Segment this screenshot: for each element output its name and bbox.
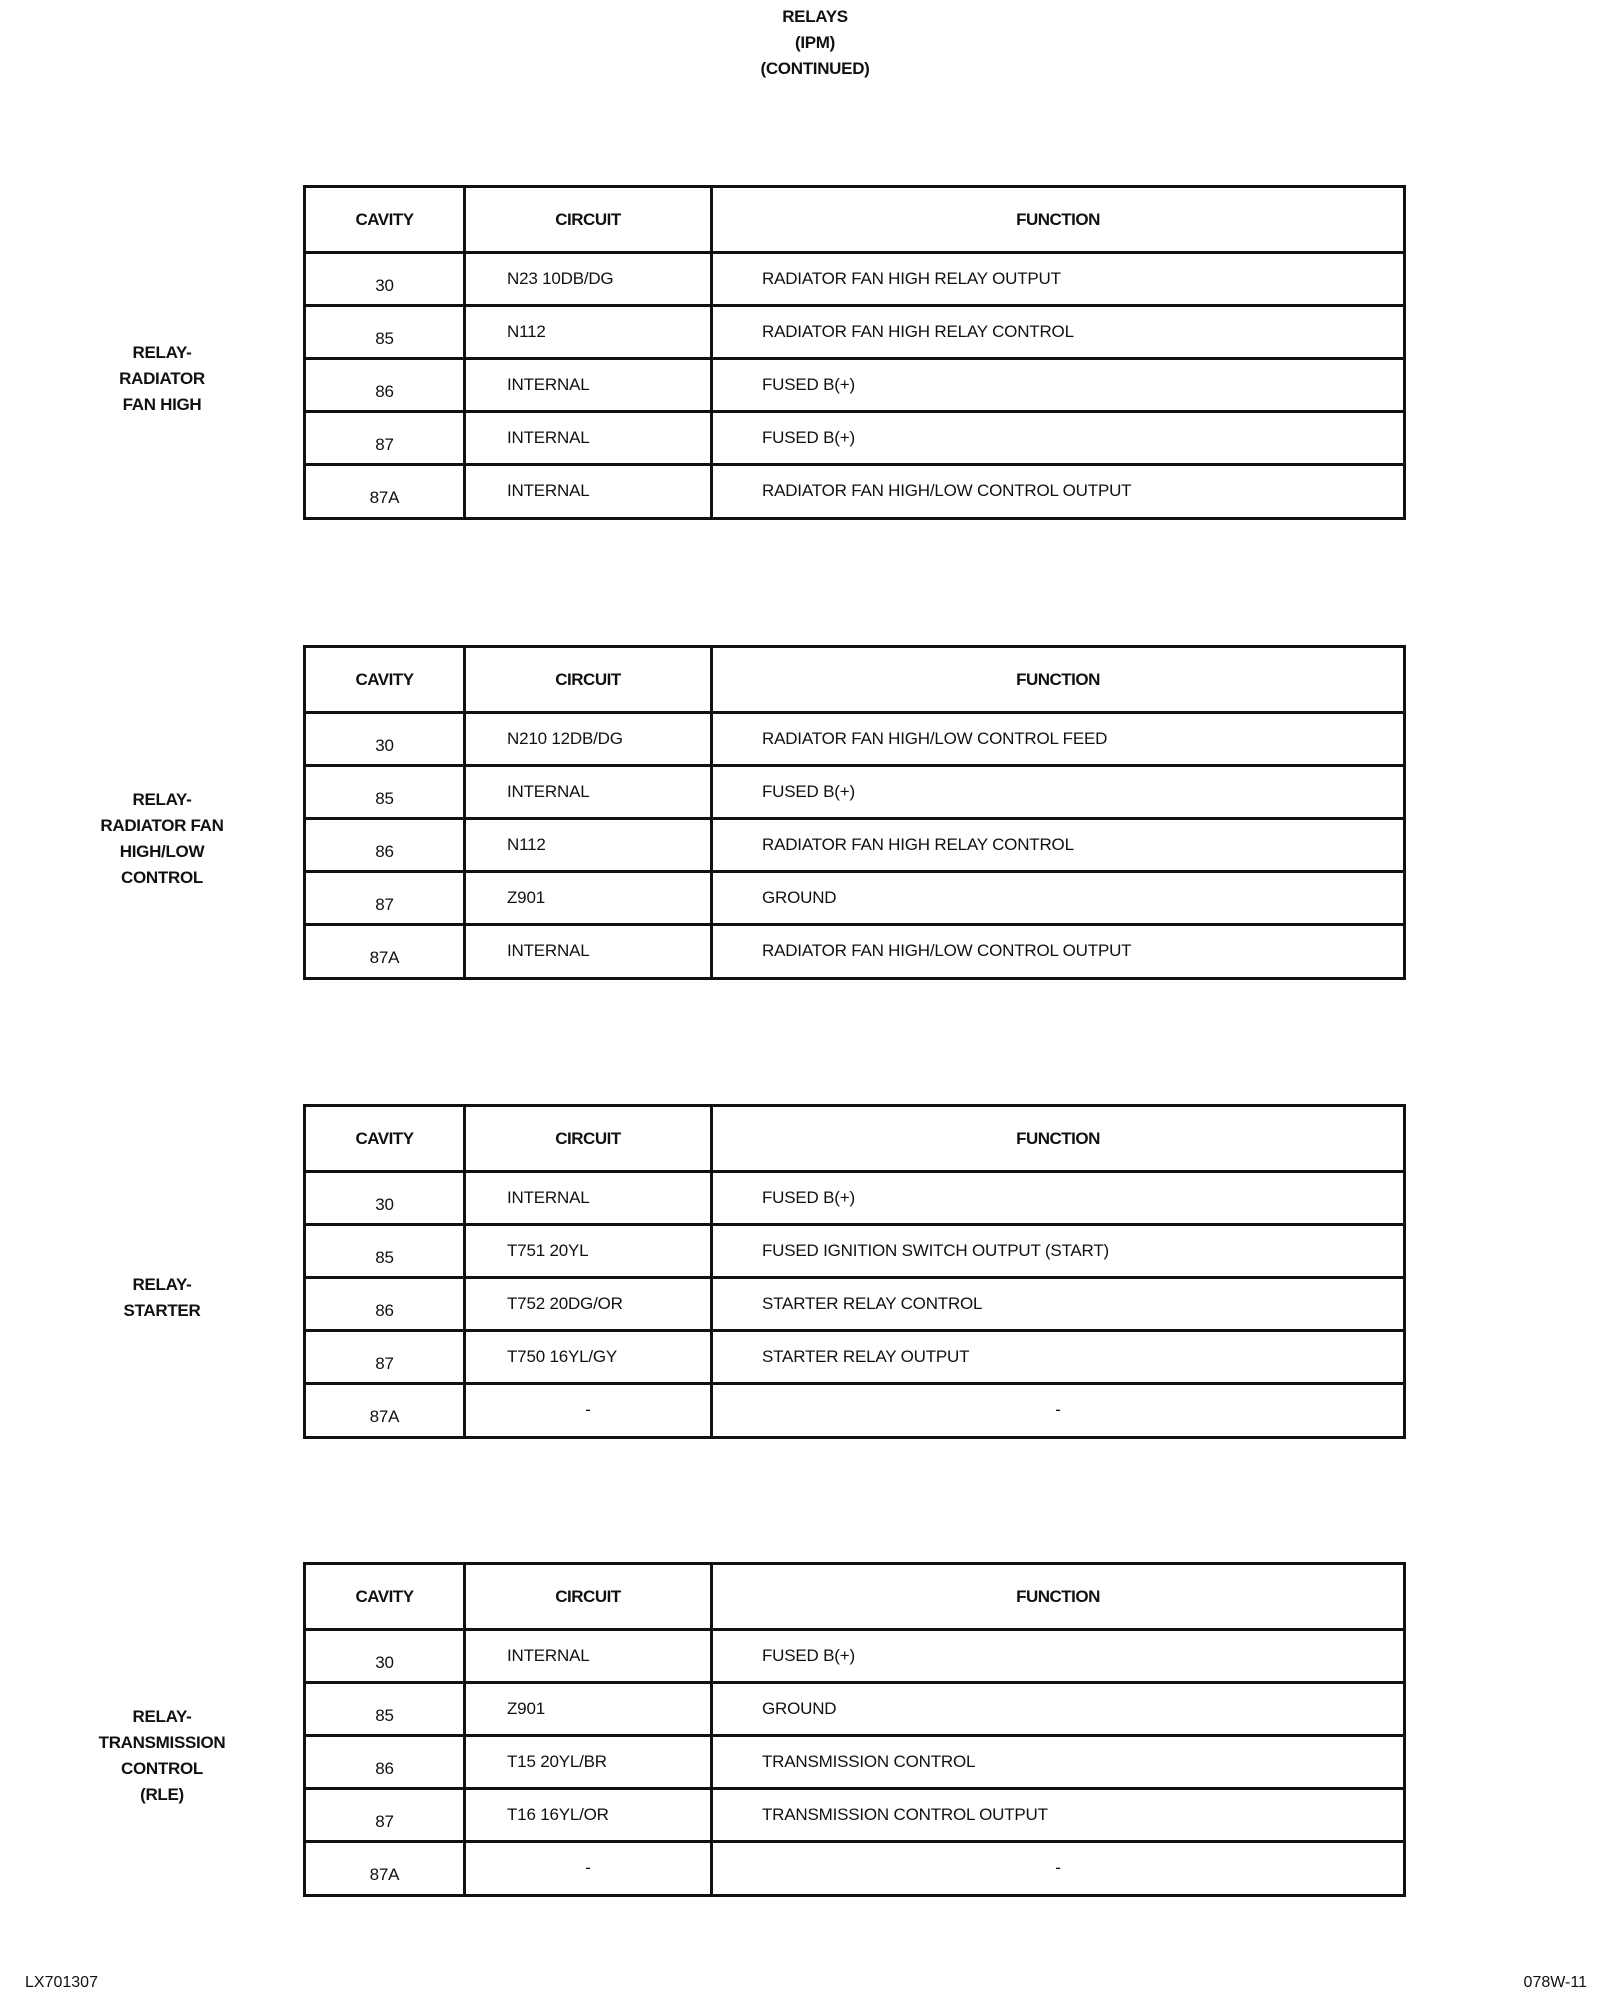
relay-name-line: CONTROL — [121, 868, 203, 887]
circuit-value: T15 20YL/BR — [507, 1752, 607, 1771]
cavity-cell — [306, 1684, 466, 1734]
circuit-value: T752 20DG/OR — [507, 1294, 623, 1313]
relay-section — [0, 1562, 1600, 1902]
function-cell — [713, 1843, 1403, 1894]
function-cell — [713, 1684, 1403, 1734]
function-value: GROUND — [762, 888, 837, 907]
cavity-value: 85 — [375, 329, 394, 348]
function-cell — [713, 1631, 1403, 1681]
cavity-value: 86 — [375, 382, 394, 401]
circuit-value: INTERNAL — [507, 375, 590, 394]
circuit-cell — [466, 873, 713, 923]
column-header-function: FUNCTION — [1016, 209, 1100, 229]
function-cell — [713, 1737, 1403, 1787]
cavity-cell — [306, 1173, 466, 1223]
relay-name — [82, 1272, 242, 1324]
table-row — [306, 873, 1403, 926]
figure-code: LX701307 — [25, 1974, 98, 1991]
cavity-value: 85 — [375, 1706, 394, 1725]
cavity-cell — [306, 307, 466, 357]
cavity-cell — [306, 1631, 466, 1681]
connector-table — [303, 1104, 1406, 1439]
circuit-value: T751 20YL — [507, 1241, 589, 1260]
function-cell — [713, 413, 1403, 463]
title-line-3: (CONTINUED) — [760, 59, 870, 78]
cavity-cell — [306, 1279, 466, 1329]
column-header-cavity: CAVITY — [306, 188, 466, 251]
table-row — [306, 767, 1403, 820]
table-row — [306, 254, 1403, 307]
table-row — [306, 1226, 1403, 1279]
circuit-value: INTERNAL — [507, 1188, 590, 1207]
circuit-cell — [466, 1684, 713, 1734]
cavity-value: 87A — [369, 948, 400, 967]
function-cell — [713, 254, 1403, 304]
function-value: - — [1055, 1400, 1061, 1419]
circuit-value: INTERNAL — [507, 1646, 590, 1665]
function-cell — [713, 1173, 1403, 1223]
function-value: FUSED IGNITION SWITCH OUTPUT (START) — [762, 1241, 1109, 1260]
cavity-cell — [306, 360, 466, 410]
connector-table — [303, 185, 1406, 520]
column-header-function: FUNCTION — [1016, 669, 1100, 689]
cavity-value: 87 — [375, 1812, 394, 1831]
function-value: FUSED B(+) — [762, 375, 855, 394]
table-row — [306, 1279, 1403, 1332]
function-value: RADIATOR FAN HIGH/LOW CONTROL OUTPUT — [762, 941, 1132, 960]
cavity-cell — [306, 926, 466, 977]
circuit-value: N23 10DB/DG — [507, 269, 614, 288]
table-row — [306, 714, 1403, 767]
circuit-cell — [466, 820, 713, 870]
relay-name-line: RADIATOR — [119, 369, 205, 388]
circuit-cell — [466, 767, 713, 817]
table-row — [306, 307, 1403, 360]
function-value: STARTER RELAY OUTPUT — [762, 1347, 970, 1366]
relay-name-line: RELAY- — [132, 1275, 192, 1294]
circuit-value: Z901 — [507, 888, 545, 907]
column-header-circuit: CIRCUIT — [466, 1107, 713, 1170]
function-value: - — [1055, 1858, 1061, 1877]
function-cell — [713, 1790, 1403, 1840]
cavity-cell — [306, 1843, 466, 1894]
relay-name-line: RADIATOR FAN — [100, 816, 224, 835]
circuit-value: N210 12DB/DG — [507, 729, 623, 748]
circuit-cell — [466, 307, 713, 357]
table-row — [306, 1843, 1403, 1894]
function-value: GROUND — [762, 1699, 837, 1718]
cavity-value: 86 — [375, 1759, 394, 1778]
table-row — [306, 926, 1403, 977]
function-value: FUSED B(+) — [762, 1646, 855, 1665]
cavity-value: 87A — [369, 1407, 400, 1426]
circuit-value: INTERNAL — [507, 782, 590, 801]
function-value: TRANSMISSION CONTROL — [762, 1752, 976, 1771]
circuit-value: T16 16YL/OR — [507, 1805, 609, 1824]
circuit-value: Z901 — [507, 1699, 545, 1718]
cavity-value: 30 — [375, 1195, 394, 1214]
relay-section — [0, 645, 1600, 985]
cavity-cell — [306, 767, 466, 817]
cavity-cell — [306, 873, 466, 923]
function-value: RADIATOR FAN HIGH RELAY OUTPUT — [762, 269, 1061, 288]
cavity-value: 87 — [375, 435, 394, 454]
table-row — [306, 413, 1403, 466]
function-cell — [713, 926, 1403, 977]
column-header-function: FUNCTION — [1016, 1586, 1100, 1606]
title-line-2: (IPM) — [794, 33, 836, 52]
column-header-circuit: CIRCUIT — [466, 1565, 713, 1628]
cavity-value: 87 — [375, 1354, 394, 1373]
relay-name — [82, 340, 242, 418]
function-value: STARTER RELAY CONTROL — [762, 1294, 983, 1313]
relay-name-line: STARTER — [123, 1301, 201, 1320]
circuit-cell — [466, 413, 713, 463]
table-row — [306, 820, 1403, 873]
cavity-value: 87A — [369, 1865, 400, 1884]
circuit-value: INTERNAL — [507, 428, 590, 447]
cavity-value: 30 — [375, 736, 394, 755]
relay-section — [0, 1104, 1600, 1444]
table-header-row — [306, 1565, 1403, 1631]
function-value: FUSED B(+) — [762, 428, 855, 447]
relay-name-line: CONTROL — [121, 1759, 203, 1778]
circuit-cell — [466, 1790, 713, 1840]
table-row — [306, 1332, 1403, 1385]
table-row — [306, 466, 1403, 517]
cavity-cell — [306, 1790, 466, 1840]
table-row — [306, 1790, 1403, 1843]
cavity-cell — [306, 1226, 466, 1276]
relay-name-line: RELAY- — [132, 343, 192, 362]
function-cell — [713, 466, 1403, 517]
table-row — [306, 1684, 1403, 1737]
cavity-cell — [306, 466, 466, 517]
circuit-cell — [466, 1843, 713, 1894]
cavity-value: 85 — [375, 789, 394, 808]
circuit-cell — [466, 926, 713, 977]
function-cell — [713, 714, 1403, 764]
cavity-value: 30 — [375, 1653, 394, 1672]
table-row — [306, 1385, 1403, 1436]
cavity-cell — [306, 714, 466, 764]
title-line-1: RELAYS — [782, 7, 848, 26]
circuit-value: - — [585, 1858, 591, 1877]
function-value: RADIATOR FAN HIGH RELAY CONTROL — [762, 322, 1074, 341]
relay-section — [0, 185, 1600, 525]
circuit-cell — [466, 714, 713, 764]
cavity-cell — [306, 254, 466, 304]
cavity-cell — [306, 413, 466, 463]
function-value: FUSED B(+) — [762, 1188, 855, 1207]
table-row — [306, 1631, 1403, 1684]
cavity-cell — [306, 1737, 466, 1787]
function-cell — [713, 1279, 1403, 1329]
circuit-cell — [466, 254, 713, 304]
circuit-cell — [466, 1737, 713, 1787]
relay-name — [82, 1704, 242, 1808]
relay-name-line: FAN HIGH — [122, 395, 202, 414]
page-title — [0, 4, 1600, 82]
function-value: RADIATOR FAN HIGH RELAY CONTROL — [762, 835, 1074, 854]
cavity-value: 85 — [375, 1248, 394, 1267]
function-cell — [713, 767, 1403, 817]
function-cell — [713, 307, 1403, 357]
column-header-function: FUNCTION — [1016, 1128, 1100, 1148]
table-row — [306, 360, 1403, 413]
function-cell — [713, 873, 1403, 923]
function-cell — [713, 820, 1403, 870]
connector-table — [303, 1562, 1406, 1897]
relay-name-line: (RLE) — [140, 1785, 184, 1804]
function-value: TRANSMISSION CONTROL OUTPUT — [762, 1805, 1048, 1824]
circuit-cell — [466, 1631, 713, 1681]
table-row — [306, 1173, 1403, 1226]
column-header-cavity: CAVITY — [306, 1565, 466, 1628]
relay-name-line: RELAY- — [132, 790, 192, 809]
relay-name — [82, 787, 242, 891]
cavity-value: 87A — [369, 488, 400, 507]
circuit-value: INTERNAL — [507, 481, 590, 500]
relay-name-line: TRANSMISSION — [98, 1733, 226, 1752]
connector-table — [303, 645, 1406, 980]
cavity-cell — [306, 1332, 466, 1382]
circuit-cell — [466, 466, 713, 517]
page-number: 078W-11 — [1523, 1974, 1587, 1991]
circuit-cell — [466, 1279, 713, 1329]
cavity-value: 86 — [375, 1301, 394, 1320]
circuit-value: N112 — [507, 835, 546, 854]
cavity-value: 30 — [375, 276, 394, 295]
column-header-circuit: CIRCUIT — [466, 648, 713, 711]
circuit-cell — [466, 1332, 713, 1382]
function-cell — [713, 1332, 1403, 1382]
function-cell — [713, 1385, 1403, 1436]
function-cell — [713, 360, 1403, 410]
circuit-value: - — [585, 1400, 591, 1419]
circuit-value: T750 16YL/GY — [507, 1347, 618, 1366]
relay-name-line: HIGH/LOW — [119, 842, 205, 861]
circuit-cell — [466, 1385, 713, 1436]
function-value: RADIATOR FAN HIGH/LOW CONTROL OUTPUT — [762, 481, 1132, 500]
function-value: FUSED B(+) — [762, 782, 855, 801]
column-header-cavity: CAVITY — [306, 1107, 466, 1170]
circuit-value: N112 — [507, 322, 546, 341]
table-header-row — [306, 648, 1403, 714]
table-header-row — [306, 1107, 1403, 1173]
circuit-cell — [466, 1173, 713, 1223]
function-cell — [713, 1226, 1403, 1276]
column-header-circuit: CIRCUIT — [466, 188, 713, 251]
cavity-value: 86 — [375, 842, 394, 861]
table-row — [306, 1737, 1403, 1790]
cavity-cell — [306, 1385, 466, 1436]
relay-name-line: RELAY- — [132, 1707, 192, 1726]
circuit-cell — [466, 1226, 713, 1276]
circuit-value: INTERNAL — [507, 941, 590, 960]
cavity-cell — [306, 820, 466, 870]
column-header-cavity: CAVITY — [306, 648, 466, 711]
function-value: RADIATOR FAN HIGH/LOW CONTROL FEED — [762, 729, 1108, 748]
table-header-row — [306, 188, 1403, 254]
cavity-value: 87 — [375, 895, 394, 914]
circuit-cell — [466, 360, 713, 410]
